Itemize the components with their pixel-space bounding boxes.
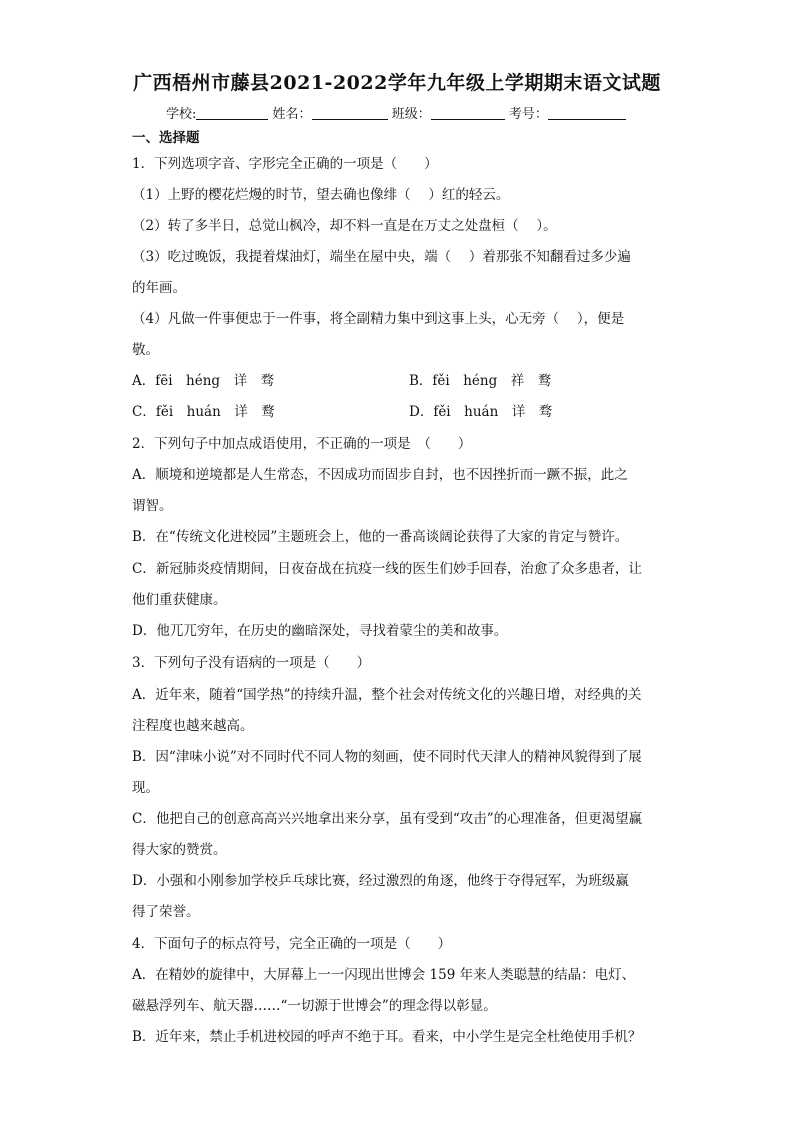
q1-sentence-3a: （3）吃过晚饭，我提着煤油灯，端坐在屋中央，端（ ）着那张不知翻看过多少遍 — [132, 249, 631, 265]
q3-stem: 3．下列句子没有语病的一项是（ ） — [132, 655, 371, 671]
number-blank[interactable] — [548, 105, 626, 120]
q3-option-d-cont: 得了荣誉。 — [132, 904, 200, 920]
q1-options-row-1 — [132, 369, 552, 389]
q2-option-d[interactable]: D．他兀兀穷年，在历史的幽暗深处，寻找着蒙尘的美和故事。 — [132, 623, 508, 639]
number-label: 考号： — [508, 107, 548, 122]
q4-option-a-cont: 磁悬浮列车、航天器……“一切源于世博会”的理念得以彰显。 — [132, 998, 497, 1014]
q4-option-a[interactable]: A．在精妙的旋律中，大屏幕上一一闪现出世博会 159 年来人类聪慧的结晶：电灯、 — [132, 967, 636, 983]
class-label: 班级： — [391, 107, 431, 122]
q1-option-d[interactable]: D．fěi huán 详 骛 — [409, 404, 553, 420]
q1-sentence-1: （1）上野的樱花烂熳的时节，望去确也像绯（ ）红的轻云。 — [132, 187, 510, 203]
student-info-row — [166, 103, 626, 122]
q3-option-a[interactable]: A．近年来，随着“国学热”的持续升温，整个社会对传统文化的兴趣日增，对经典的关 — [132, 687, 642, 703]
q2-stem: 2．下列句子中加点成语使用，不正确的一项是 （ ） — [132, 436, 472, 452]
q3-option-b-cont: 现。 — [132, 780, 159, 796]
q2-option-c[interactable]: C．新冠肺炎疫情期间，日夜奋战在抗疫一线的医生们妙手回春，治愈了众多患者，让 — [132, 561, 642, 577]
q1-option-b[interactable]: B．fěi héng 祥 鹜 — [409, 373, 552, 389]
q2-option-a[interactable]: A．顺境和逆境都是人生常态，不因成功而固步自封，也不因挫折而一蹶不振，此之 — [132, 467, 628, 483]
class-blank[interactable] — [431, 105, 505, 120]
q1-sentence-4b: 敬。 — [132, 342, 159, 358]
q3-option-d[interactable]: D．小强和小刚参加学校乒乓球比赛，经过激烈的角逐，他终于夺得冠军，为班级赢 — [132, 873, 629, 889]
q1-options-row-2 — [132, 400, 553, 420]
q3-option-b[interactable]: B．因“津味小说”对不同时代不同人物的刻画，使不同时代天津人的精神风貌得到了展 — [132, 749, 642, 765]
q4-stem: 4．下面句子的标点符号，完全正确的一项是（ ） — [132, 936, 452, 952]
school-label: 学校: — [166, 107, 197, 122]
name-blank[interactable] — [312, 105, 388, 120]
school-blank[interactable] — [196, 105, 268, 120]
q2-option-a-cont: 谓智。 — [132, 498, 173, 514]
q2-option-b[interactable]: B．在“传统文化进校园”主题班会上，他的一番高谈阔论获得了大家的肯定与赞许。 — [132, 529, 629, 545]
q1-sentence-4a: （4）凡做一件事便忠于一件事，将全副精力集中到这事上头，心无旁（ ），便是 — [132, 311, 625, 327]
q3-option-c[interactable]: C．他把自己的创意高高兴兴地拿出来分享，虽有受到“攻击”的心理准备，但更渴望赢 — [132, 811, 643, 827]
q3-option-c-cont: 得大家的赞赏。 — [132, 842, 227, 858]
q1-sentence-3b: 的年画。 — [132, 280, 186, 296]
q1-sentence-2: （2）转了多半日，总觉山枫冷，却不料一直是在万丈之处盘桓（ ）。 — [132, 218, 557, 234]
q3-option-a-cont: 注程度也越来越高。 — [132, 718, 254, 734]
q1-stem: 1．下列选项字音、字形完全正确的一项是（ ） — [132, 156, 438, 172]
section-heading: 一、选择题 — [132, 130, 200, 146]
q2-option-c-cont: 他们重获健康。 — [132, 592, 227, 608]
q1-option-a[interactable]: A．fēi héng 详 骛 — [132, 373, 275, 389]
q1-option-c[interactable]: C．fěi huán 详 鹜 — [132, 404, 275, 420]
page-title: 广西梧州市藤县2021-2022学年九年级上学期期末语文试题 — [133, 72, 661, 94]
q4-option-b[interactable]: B．近年来，禁止手机进校园的呼声不绝于耳。看来，中小学生是完全杜绝使用手机？ — [132, 1029, 642, 1045]
name-label: 姓名： — [272, 107, 312, 122]
